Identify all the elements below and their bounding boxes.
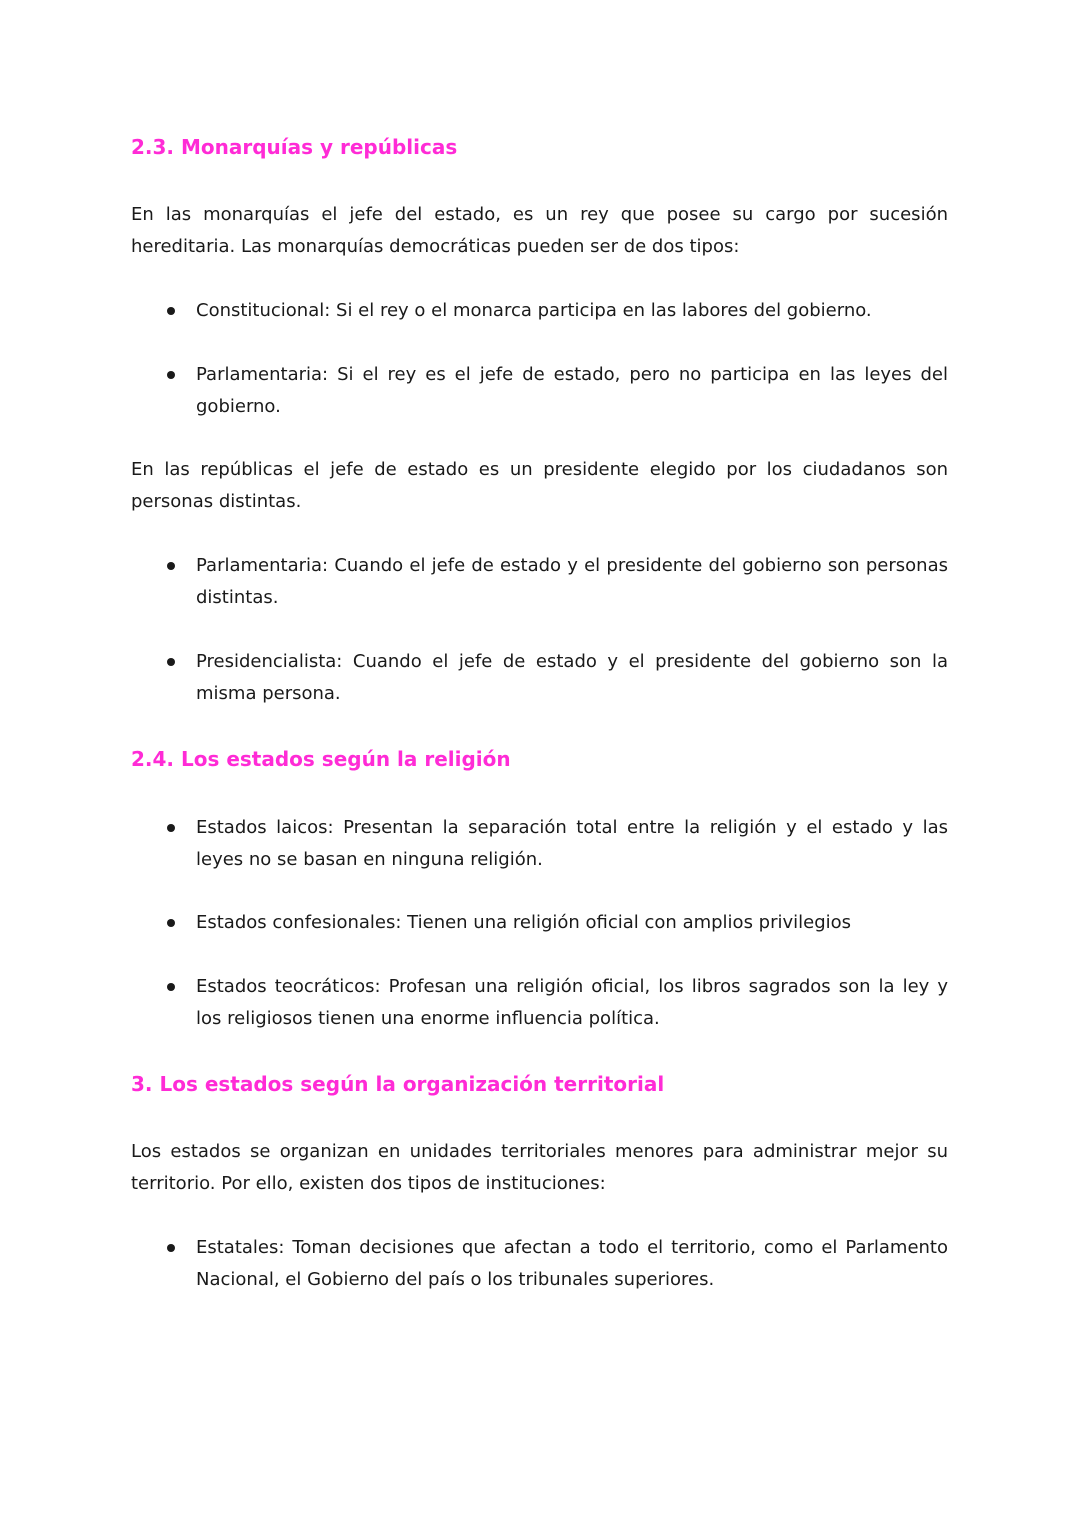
bullet-icon <box>167 658 175 666</box>
list-item-estados-laicos <box>131 812 948 876</box>
paragraph-monarquias-intro: En las monarquías el jefe del estado, es un rey que posee su cargo por sucesión hereditaria. Las monarquías democráticas pueden ser de dos tipos: <box>131 204 948 257</box>
list-item-text: Presidencialista: Cuando el jefe de estado y el presidente del gobierno son la misma persona. <box>196 651 948 704</box>
list-item-presidencialista <box>131 646 948 710</box>
list-item-constitucional <box>131 295 948 327</box>
list-item-estados-teocraticos <box>131 971 948 1035</box>
list-item-text: Estados teocráticos: Profesan una religión oficial, los libros sagrados son la ley y los religiosos tienen una enorme influencia política. <box>196 976 948 1029</box>
list-item-text: Constitucional: Si el rey o el monarca participa en las labores del gobierno. <box>196 300 872 321</box>
list-item-estatales <box>131 1232 948 1296</box>
bullet-icon <box>167 983 175 991</box>
bullet-icon <box>167 307 175 315</box>
list-item-text: Estatales: Toman decisiones que afectan a todo el territorio, como el Parlamento Nacional, el Gobierno del país o los tribunales superiores. <box>196 1237 948 1290</box>
list-item-text: Parlamentaria: Si el rey es el jefe de estado, pero no participa en las leyes del gobierno. <box>196 364 948 417</box>
list-item-text: Parlamentaria: Cuando el jefe de estado y el presidente del gobierno son personas distintas. <box>196 555 948 608</box>
section-heading-monarquias: 2.3. Monarquías y repúblicas <box>131 135 458 159</box>
paragraph-republicas-intro: En las repúblicas el jefe de estado es un presidente elegido por los ciudadanos son personas distintas. <box>131 459 948 512</box>
list-item-parlamentaria-republica <box>131 550 948 614</box>
bullet-icon <box>167 1244 175 1252</box>
paragraph-organizacion-intro: Los estados se organizan en unidades territoriales menores para administrar mejor su territorio. Por ello, existen dos tipos de instituciones: <box>131 1141 948 1194</box>
list-item-text: Estados laicos: Presentan la separación total entre la religión y el estado y las leyes no se basan en ninguna religión. <box>196 817 948 870</box>
list-item-estados-confesionales <box>131 907 948 939</box>
bullet-icon <box>167 371 175 379</box>
list-item-parlamentaria-monarquia <box>131 359 948 423</box>
bullet-icon <box>167 562 175 570</box>
bullet-icon <box>167 919 175 927</box>
section-heading-organizacion-territorial: 3. Los estados según la organización territorial <box>131 1072 665 1096</box>
list-item-text: Estados confesionales: Tienen una religión oficial con amplios privilegios <box>196 912 852 933</box>
bullet-icon <box>167 824 175 832</box>
section-heading-religion: 2.4. Los estados según la religión <box>131 747 511 771</box>
